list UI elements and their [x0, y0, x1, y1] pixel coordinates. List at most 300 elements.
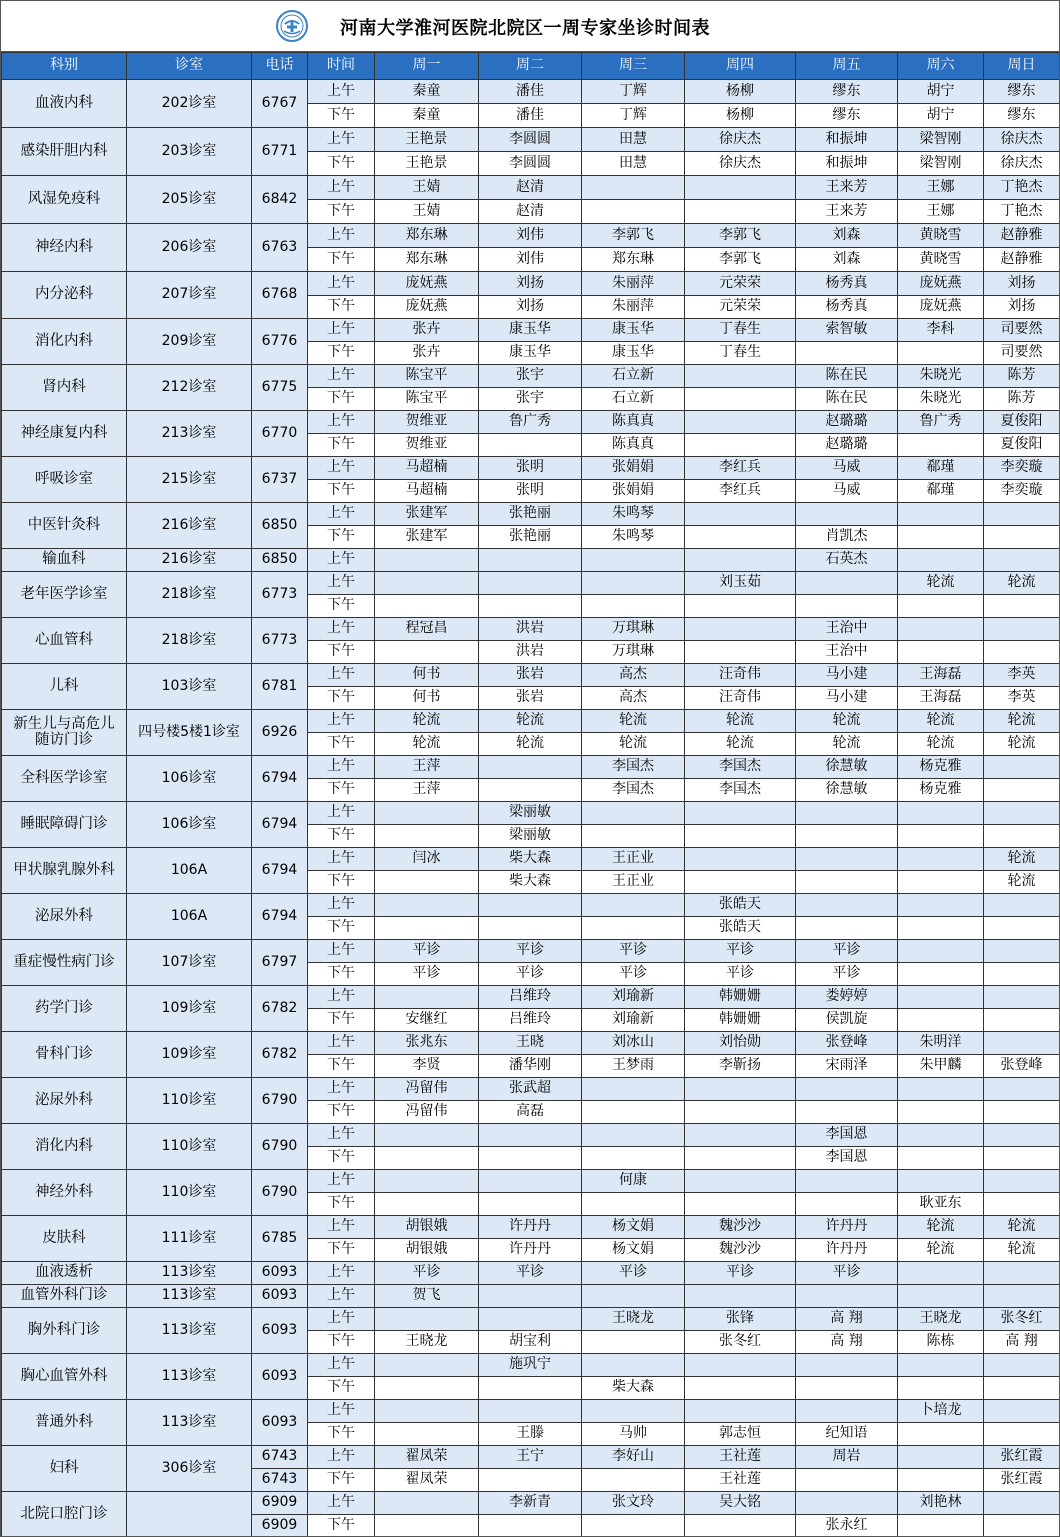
doctor-cell [898, 1170, 984, 1193]
doctor-cell [796, 894, 898, 917]
doctor-cell: 缪东 [796, 80, 898, 104]
doctor-cell: 贺维亚 [375, 434, 479, 457]
department-name: 老年医学诊室 [2, 572, 127, 618]
doctor-cell [898, 1009, 984, 1032]
doctor-cell [898, 871, 984, 894]
department-name: 心血管科 [2, 618, 127, 664]
doctor-cell: 张岩 [479, 664, 582, 687]
phone-extension: 6771 [252, 128, 308, 176]
table-row [2, 1308, 1060, 1331]
header-time: 时间 [308, 53, 375, 80]
doctor-cell: 王晓龙 [375, 1331, 479, 1354]
doctor-cell: 高 翔 [796, 1331, 898, 1354]
doctor-cell: 施巩宁 [479, 1354, 582, 1377]
department-name: 妇科 [2, 1446, 127, 1492]
time-slot-morning: 上午 [308, 549, 375, 572]
doctor-cell: 刘伟 [479, 248, 582, 272]
doctor-cell: 黄晓雪 [898, 224, 984, 248]
phone-extension: 6790 [252, 1170, 308, 1216]
time-slot-afternoon: 下午 [308, 152, 375, 176]
time-slot-morning: 上午 [308, 1078, 375, 1101]
doctor-cell: 轮流 [375, 733, 479, 756]
header-wednesday: 周三 [582, 53, 685, 80]
table-row [2, 224, 1060, 248]
doctor-cell [984, 1400, 1060, 1423]
doctor-cell: 田慧 [582, 152, 685, 176]
department-name: 血液内科 [2, 80, 127, 128]
doctor-cell [984, 1147, 1060, 1170]
doctor-cell: 索智敏 [796, 319, 898, 342]
table-row [2, 1354, 1060, 1377]
doctor-cell: 陈宝平 [375, 388, 479, 411]
doctor-cell: 郭志恒 [685, 1423, 796, 1446]
doctor-cell: 马帅 [582, 1423, 685, 1446]
doctor-cell [375, 825, 479, 848]
doctor-cell: 康玉华 [479, 342, 582, 365]
table-row [2, 986, 1060, 1009]
time-slot-morning: 上午 [308, 1170, 375, 1193]
doctor-cell: 杨秀真 [796, 272, 898, 296]
time-slot-morning: 上午 [308, 457, 375, 480]
time-slot-afternoon: 下午 [308, 1423, 375, 1446]
phone-extension: 6782 [252, 1032, 308, 1078]
time-slot-morning: 上午 [308, 618, 375, 641]
time-slot-afternoon: 下午 [308, 1009, 375, 1032]
doctor-cell: 李圆圆 [479, 152, 582, 176]
room-number: 106A [127, 848, 252, 894]
room-number: 113诊室 [127, 1400, 252, 1446]
doctor-cell: 张娟娟 [582, 457, 685, 480]
phone-extension: 6790 [252, 1078, 308, 1124]
doctor-cell [375, 1193, 479, 1216]
doctor-cell [582, 572, 685, 595]
doctor-cell [479, 779, 582, 802]
doctor-cell: 李奕璇 [984, 480, 1060, 503]
header-thursday: 周四 [685, 53, 796, 80]
doctor-cell: 王社莲 [685, 1446, 796, 1469]
department-name: 神经外科 [2, 1170, 127, 1216]
doctor-cell: 丁辉 [582, 80, 685, 104]
time-slot-morning: 上午 [308, 986, 375, 1009]
doctor-cell: 轮流 [685, 733, 796, 756]
doctor-cell [479, 917, 582, 940]
doctor-cell [685, 1400, 796, 1423]
doctor-cell: 何康 [582, 1170, 685, 1193]
doctor-cell: 徐庆杰 [984, 128, 1060, 152]
doctor-cell: 杨秀真 [796, 295, 898, 319]
doctor-cell: 康玉华 [582, 342, 685, 365]
doctor-cell [898, 825, 984, 848]
doctor-cell: 丁艳杰 [984, 176, 1060, 200]
doctor-cell: 朱甲麟 [898, 1055, 984, 1078]
table-row [2, 272, 1060, 296]
doctor-cell [375, 986, 479, 1009]
doctor-cell [796, 1400, 898, 1423]
doctor-cell: 柴大森 [479, 848, 582, 871]
doctor-cell: 杨柳 [685, 104, 796, 128]
doctor-cell [984, 526, 1060, 549]
doctor-cell: 万琪琳 [582, 641, 685, 664]
phone-extension: 6797 [252, 940, 308, 986]
doctor-cell: 李好山 [582, 1446, 685, 1469]
doctor-cell: 张红霞 [984, 1446, 1060, 1469]
doctor-cell: 平诊 [375, 963, 479, 986]
doctor-cell: 杨文娟 [582, 1239, 685, 1262]
doctor-cell [685, 1515, 796, 1537]
room-number: 216诊室 [127, 503, 252, 549]
doctor-cell [984, 940, 1060, 963]
doctor-cell [796, 1285, 898, 1308]
doctor-cell: 平诊 [375, 940, 479, 963]
doctor-cell [685, 1124, 796, 1147]
doctor-cell: 李郭飞 [685, 224, 796, 248]
doctor-cell [796, 1101, 898, 1124]
phone-extension: 6093 [252, 1285, 308, 1308]
doctor-cell [898, 1262, 984, 1285]
doctor-cell: 田慧 [582, 128, 685, 152]
doctor-cell: 黄晓雪 [898, 248, 984, 272]
hospital-logo-icon [276, 10, 308, 42]
table-row [2, 1170, 1060, 1193]
doctor-cell: 刘瑜新 [582, 986, 685, 1009]
doctor-cell: 张艳丽 [479, 503, 582, 526]
doctor-cell [685, 503, 796, 526]
doctor-cell: 魏沙沙 [685, 1239, 796, 1262]
doctor-cell: 王晓龙 [582, 1308, 685, 1331]
doctor-cell [375, 572, 479, 595]
phone-extension: 6794 [252, 756, 308, 802]
doctor-cell: 陈芳 [984, 365, 1060, 388]
doctor-cell: 王来芳 [796, 200, 898, 224]
doctor-cell: 平诊 [582, 1262, 685, 1285]
time-slot-afternoon: 下午 [308, 641, 375, 664]
doctor-cell [375, 1124, 479, 1147]
table-row [2, 319, 1060, 342]
table-row [2, 1262, 1060, 1285]
doctor-cell [582, 1331, 685, 1354]
room-number: 209诊室 [127, 319, 252, 365]
time-slot-afternoon: 下午 [308, 104, 375, 128]
time-slot-afternoon: 下午 [308, 963, 375, 986]
doctor-cell [479, 1193, 582, 1216]
room-number: 109诊室 [127, 1032, 252, 1078]
doctor-cell [984, 917, 1060, 940]
page-title: 河南大学淮河医院北院区一周专家坐诊时间表 [340, 18, 710, 39]
doctor-cell: 平诊 [796, 963, 898, 986]
department-name: 胸心血管外科 [2, 1354, 127, 1400]
doctor-cell [685, 618, 796, 641]
header-saturday: 周六 [898, 53, 984, 80]
doctor-cell [984, 1515, 1060, 1537]
room-number: 218诊室 [127, 572, 252, 618]
doctor-cell: 王艳景 [375, 128, 479, 152]
doctor-cell: 万琪琳 [582, 618, 685, 641]
doctor-cell [479, 1400, 582, 1423]
doctor-cell: 刘冰山 [582, 1032, 685, 1055]
doctor-cell: 郑东琳 [375, 224, 479, 248]
phone-extension: 6776 [252, 319, 308, 365]
doctor-cell [582, 1124, 685, 1147]
doctor-cell: 平诊 [479, 963, 582, 986]
time-slot-morning: 上午 [308, 224, 375, 248]
doctor-cell [375, 894, 479, 917]
doctor-cell: 贺飞 [375, 1285, 479, 1308]
doctor-cell: 闫冰 [375, 848, 479, 871]
time-slot-afternoon: 下午 [308, 1239, 375, 1262]
table-row [2, 664, 1060, 687]
time-slot-morning: 上午 [308, 128, 375, 152]
doctor-cell: 宋雨泽 [796, 1055, 898, 1078]
doctor-cell [375, 871, 479, 894]
doctor-cell [796, 1377, 898, 1400]
doctor-cell: 郑东琳 [582, 248, 685, 272]
doctor-cell: 平诊 [685, 963, 796, 986]
doctor-cell [479, 434, 582, 457]
doctor-cell: 张建军 [375, 503, 479, 526]
doctor-cell: 王宁 [479, 1446, 582, 1469]
doctor-cell: 李郭飞 [685, 248, 796, 272]
doctor-cell: 高磊 [479, 1101, 582, 1124]
doctor-cell [685, 802, 796, 825]
phone-extension: 6093 [252, 1354, 308, 1400]
doctor-cell: 刘伟 [479, 224, 582, 248]
time-slot-afternoon: 下午 [308, 342, 375, 365]
doctor-cell [898, 641, 984, 664]
doctor-cell [582, 176, 685, 200]
doctor-cell: 王萍 [375, 756, 479, 779]
doctor-cell [685, 1170, 796, 1193]
doctor-cell: 赵璐璐 [796, 411, 898, 434]
doctor-cell [685, 434, 796, 457]
doctor-cell [685, 526, 796, 549]
doctor-cell: 康玉华 [582, 319, 685, 342]
doctor-cell: 马小建 [796, 664, 898, 687]
doctor-cell: 周岩 [796, 1446, 898, 1469]
schedule-body [2, 80, 1060, 1537]
doctor-cell: 许丹丹 [796, 1216, 898, 1239]
doctor-cell: 平诊 [582, 963, 685, 986]
doctor-cell [375, 1377, 479, 1400]
department-name: 新生儿与高危儿 随访门诊 [2, 710, 127, 756]
doctor-cell: 刘森 [796, 224, 898, 248]
doctor-cell: 石立新 [582, 365, 685, 388]
doctor-cell: 李圆圆 [479, 128, 582, 152]
phone-extension: 6773 [252, 618, 308, 664]
table-row [2, 411, 1060, 434]
doctor-cell: 张锋 [685, 1308, 796, 1331]
doctor-cell [582, 1078, 685, 1101]
time-slot-afternoon: 下午 [308, 434, 375, 457]
doctor-cell: 刘扬 [479, 272, 582, 296]
doctor-cell: 张冬红 [984, 1308, 1060, 1331]
doctor-cell [796, 595, 898, 618]
table-row [2, 1400, 1060, 1423]
phone-extension: 6790 [252, 1124, 308, 1170]
doctor-cell: 轮流 [984, 1239, 1060, 1262]
doctor-cell: 张岩 [479, 687, 582, 710]
time-slot-afternoon: 下午 [308, 526, 375, 549]
doctor-cell [984, 894, 1060, 917]
doctor-cell [984, 963, 1060, 986]
doctor-cell: 赵清 [479, 176, 582, 200]
doctor-cell [796, 342, 898, 365]
department-name: 肾内科 [2, 365, 127, 411]
doctor-cell: 王海磊 [898, 687, 984, 710]
doctor-cell: 陈在民 [796, 388, 898, 411]
department-name: 药学门诊 [2, 986, 127, 1032]
doctor-cell: 平诊 [685, 940, 796, 963]
doctor-cell [685, 825, 796, 848]
doctor-cell: 轮流 [898, 572, 984, 595]
doctor-cell: 潘华刚 [479, 1055, 582, 1078]
department-name: 神经康复内科 [2, 411, 127, 457]
table-row [2, 940, 1060, 963]
header-row [2, 53, 1060, 80]
doctor-cell: 梁丽敏 [479, 825, 582, 848]
time-slot-morning: 上午 [308, 1308, 375, 1331]
doctor-cell: 轮流 [984, 572, 1060, 595]
room-number: 107诊室 [127, 940, 252, 986]
doctor-cell: 平诊 [479, 1262, 582, 1285]
doctor-cell: 张兆东 [375, 1032, 479, 1055]
room-number: 212诊室 [127, 365, 252, 411]
doctor-cell [984, 779, 1060, 802]
doctor-cell: 平诊 [796, 940, 898, 963]
doctor-cell [984, 1101, 1060, 1124]
room-number: 216诊室 [127, 549, 252, 572]
time-slot-morning: 上午 [308, 848, 375, 871]
doctor-cell [898, 434, 984, 457]
doctor-cell: 冯留伟 [375, 1101, 479, 1124]
table-row [2, 1492, 1060, 1515]
doctor-cell: 王婧 [375, 176, 479, 200]
table-row [2, 80, 1060, 104]
doctor-cell [984, 503, 1060, 526]
phone-extension: 6775 [252, 365, 308, 411]
doctor-cell: 潘佳 [479, 80, 582, 104]
doctor-cell [898, 1469, 984, 1492]
doctor-cell: 轮流 [479, 733, 582, 756]
doctor-cell: 李科 [898, 319, 984, 342]
doctor-cell: 刘扬 [984, 272, 1060, 296]
room-number: 110诊室 [127, 1078, 252, 1124]
doctor-cell: 张永红 [796, 1515, 898, 1537]
phone-extension: 6785 [252, 1216, 308, 1262]
department-name: 输血科 [2, 549, 127, 572]
doctor-cell: 张皓天 [685, 894, 796, 917]
time-slot-morning: 上午 [308, 664, 375, 687]
time-slot-afternoon: 下午 [308, 595, 375, 618]
doctor-cell: 陈芳 [984, 388, 1060, 411]
doctor-cell: 陈真真 [582, 411, 685, 434]
time-slot-morning: 上午 [308, 272, 375, 296]
doctor-cell [479, 1515, 582, 1537]
doctor-cell [984, 825, 1060, 848]
doctor-cell: 洪岩 [479, 641, 582, 664]
department-name: 内分泌科 [2, 272, 127, 319]
header-room: 诊室 [127, 53, 252, 80]
doctor-cell [685, 595, 796, 618]
doctor-cell [898, 342, 984, 365]
time-slot-afternoon: 下午 [308, 917, 375, 940]
doctor-cell [479, 1170, 582, 1193]
doctor-cell: 许丹丹 [479, 1216, 582, 1239]
doctor-cell [984, 1377, 1060, 1400]
doctor-cell: 刘玉茹 [685, 572, 796, 595]
phone-extension: 6926 [252, 710, 308, 756]
doctor-cell: 张红霞 [984, 1469, 1060, 1492]
doctor-cell: 轮流 [984, 871, 1060, 894]
doctor-cell: 王梦雨 [582, 1055, 685, 1078]
doctor-cell: 汪奇伟 [685, 664, 796, 687]
table-row [2, 1446, 1060, 1469]
doctor-cell [898, 1446, 984, 1469]
department-name: 重症慢性病门诊 [2, 940, 127, 986]
doctor-cell [984, 549, 1060, 572]
room-number: 215诊室 [127, 457, 252, 503]
time-slot-afternoon: 下午 [308, 1331, 375, 1354]
table-row [2, 894, 1060, 917]
doctor-cell: 王海磊 [898, 664, 984, 687]
doctor-cell: 朱鸣琴 [582, 526, 685, 549]
doctor-cell [796, 802, 898, 825]
phone-extension: 6767 [252, 80, 308, 128]
room-number: 206诊室 [127, 224, 252, 272]
doctor-cell: 轮流 [984, 848, 1060, 871]
room-number: 218诊室 [127, 618, 252, 664]
doctor-cell [984, 802, 1060, 825]
doctor-cell: 轮流 [375, 710, 479, 733]
doctor-cell: 高杰 [582, 664, 685, 687]
room-number: 四号楼5楼1诊室 [127, 710, 252, 756]
doctor-cell: 肖凯杰 [796, 526, 898, 549]
doctor-cell: 王正业 [582, 871, 685, 894]
time-slot-morning: 上午 [308, 940, 375, 963]
doctor-cell: 庞妩燕 [375, 295, 479, 319]
doctor-cell: 王社莲 [685, 1469, 796, 1492]
doctor-cell: 张宇 [479, 388, 582, 411]
doctor-cell [375, 1400, 479, 1423]
doctor-cell: 康玉华 [479, 319, 582, 342]
doctor-cell: 夏俊阳 [984, 411, 1060, 434]
doctor-cell: 胡宁 [898, 80, 984, 104]
header-phone: 电话 [252, 53, 308, 80]
doctor-cell: 张建军 [375, 526, 479, 549]
doctor-cell: 王治中 [796, 618, 898, 641]
doctor-cell [375, 549, 479, 572]
doctor-cell: 王娜 [898, 176, 984, 200]
doctor-cell [479, 1285, 582, 1308]
doctor-cell: 杨克雅 [898, 756, 984, 779]
table-row [2, 848, 1060, 871]
header-monday: 周一 [375, 53, 479, 80]
doctor-cell: 柴大森 [582, 1377, 685, 1400]
doctor-cell: 杨柳 [685, 80, 796, 104]
doctor-cell: 何书 [375, 687, 479, 710]
doctor-cell: 卜培龙 [898, 1400, 984, 1423]
doctor-cell [685, 411, 796, 434]
doctor-cell: 缪东 [984, 104, 1060, 128]
header-sunday: 周日 [984, 53, 1060, 80]
doctor-cell [984, 756, 1060, 779]
room-number: 213诊室 [127, 411, 252, 457]
table-row [2, 365, 1060, 388]
time-slot-morning: 上午 [308, 1446, 375, 1469]
room-number: 111诊室 [127, 1216, 252, 1262]
doctor-cell [375, 641, 479, 664]
doctor-cell: 胡银娥 [375, 1216, 479, 1239]
doctor-cell [375, 1515, 479, 1537]
